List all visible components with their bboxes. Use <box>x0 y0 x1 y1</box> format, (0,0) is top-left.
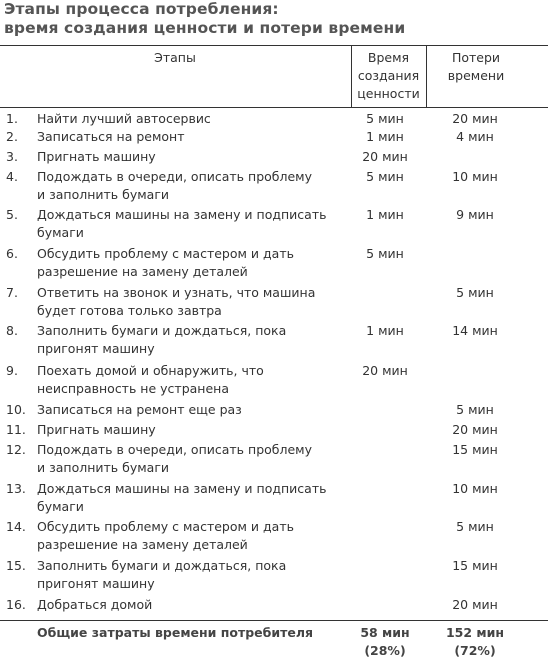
total-value-percent: (28%) <box>364 643 406 658</box>
row-stage-line: Дождаться машины на замену и подписать <box>37 481 327 496</box>
row-loss-time: 15 мин <box>452 558 498 573</box>
page-title <box>4 0 405 38</box>
row-number: 16. <box>6 597 26 612</box>
row-loss-time: 20 мин <box>452 422 498 437</box>
row-loss-time: 10 мин <box>452 481 498 496</box>
row-loss-time: 5 мин <box>456 285 494 300</box>
row-stage <box>37 362 347 398</box>
row-stage <box>37 128 347 146</box>
row-value-time: 20 мин <box>362 149 408 164</box>
row-number: 5. <box>6 207 18 222</box>
row-number: 10. <box>6 402 26 417</box>
row-loss-time: 14 мин <box>452 323 498 338</box>
row-value-time: 5 мин <box>366 111 404 126</box>
total-value-minutes: 58 мин <box>360 625 410 640</box>
title-line-2: время создания ценности и потери времени <box>4 19 406 37</box>
total-loss-minutes: 152 мин <box>445 625 505 640</box>
row-value-time: 1 мин <box>366 129 404 144</box>
header-loss-time <box>426 49 526 85</box>
row-number: 2. <box>6 129 18 144</box>
header-loss-time-line-1: Потери <box>451 50 501 65</box>
total-loss-percent: (72%) <box>454 643 496 658</box>
header-value-time-line-1: Время <box>367 50 410 65</box>
row-stage-line: и заполнить бумаги <box>37 187 170 202</box>
title-line-1: Этапы процесса потребления: <box>4 0 279 18</box>
row-stage-line: и заполнить бумаги <box>37 460 170 475</box>
row-stage <box>37 596 347 614</box>
row-stage-line: Ответить на звонок и узнать, что машина <box>37 285 316 300</box>
total-top-rule <box>0 620 548 621</box>
row-stage <box>37 245 347 281</box>
row-loss-time: 20 мин <box>452 597 498 612</box>
row-number: 3. <box>6 149 18 164</box>
row-value-time: 1 мин <box>366 323 404 338</box>
row-number: 15. <box>6 558 26 573</box>
header-loss-time-line-2: времени <box>447 68 505 83</box>
row-stage-line: Обсудить проблему с мастером и дать <box>37 246 294 261</box>
row-stage-line: Подождать в очереди, описать проблему <box>37 169 312 184</box>
row-stage <box>37 480 347 516</box>
row-stage-line: Добраться домой <box>37 597 153 612</box>
row-number: 7. <box>6 285 18 300</box>
row-value-time: 5 мин <box>366 169 404 184</box>
header-value-time-line-2: создания <box>357 68 420 83</box>
row-stage <box>37 168 347 204</box>
total-label: Общие затраты времени потребителя <box>37 625 314 640</box>
row-number: 1. <box>6 111 18 126</box>
row-stage <box>37 518 347 554</box>
row-stage-line: бумаги <box>37 225 84 240</box>
row-loss-time: 5 мин <box>456 519 494 534</box>
row-stage-line: Пригнать машину <box>37 149 156 164</box>
row-loss-time: 15 мин <box>452 442 498 457</box>
row-number: 4. <box>6 169 18 184</box>
row-number: 11. <box>6 422 26 437</box>
row-stage-line: Найти лучший автосервис <box>37 111 211 126</box>
row-number: 12. <box>6 442 26 457</box>
row-number: 9. <box>6 363 18 378</box>
row-stage-line: Заполнить бумаги и дождаться, пока <box>37 558 287 573</box>
row-stage-line: пригонят машину <box>37 576 155 591</box>
row-stage <box>37 401 347 419</box>
header-bottom-rule <box>0 107 548 108</box>
row-number: 13. <box>6 481 26 496</box>
row-stage-line: Записаться на ремонт <box>37 129 185 144</box>
row-loss-time: 20 мин <box>452 111 498 126</box>
row-stage-line: Записаться на ремонт еще раз <box>37 402 242 417</box>
row-stage-line: Подождать в очереди, описать проблему <box>37 442 312 457</box>
row-stage-line: разрешение на замену деталей <box>37 264 248 279</box>
row-stage-line: пригонят машину <box>37 341 155 356</box>
row-stage-line: Обсудить проблему с мастером и дать <box>37 519 294 534</box>
row-stage-line: Пригнать машину <box>37 422 156 437</box>
total-loss-time <box>425 624 525 660</box>
row-value-time: 20 мин <box>362 363 408 378</box>
row-stage <box>37 421 347 439</box>
row-number: 6. <box>6 246 18 261</box>
row-stage <box>37 206 347 242</box>
header-value-time <box>351 49 426 103</box>
row-stage-line: неисправность не устранена <box>37 381 229 396</box>
row-stage-line: Заполнить бумаги и дождаться, пока <box>37 323 287 338</box>
row-value-time: 5 мин <box>366 246 404 261</box>
row-stage-line: будет готова только завтра <box>37 303 222 318</box>
table-top-rule <box>0 45 548 46</box>
total-value-time <box>350 624 420 660</box>
row-stage-line: разрешение на замену деталей <box>37 537 248 552</box>
row-stage-line: Дождаться машины на замену и подписать <box>37 207 327 222</box>
row-loss-time: 10 мин <box>452 169 498 184</box>
header-stages: Этапы <box>154 50 196 65</box>
row-stage-line: Поехать домой и обнаружить, что <box>37 363 264 378</box>
row-stage <box>37 322 347 358</box>
row-number: 14. <box>6 519 26 534</box>
row-loss-time: 5 мин <box>456 402 494 417</box>
header-value-time-line-3: ценности <box>357 86 420 101</box>
row-stage <box>37 557 347 593</box>
row-value-time: 1 мин <box>366 207 404 222</box>
row-stage <box>37 148 347 166</box>
row-stage <box>37 441 347 477</box>
row-stage <box>37 284 347 320</box>
row-loss-time: 4 мин <box>456 129 494 144</box>
row-loss-time: 9 мин <box>456 207 494 222</box>
row-stage <box>37 110 347 128</box>
row-number: 8. <box>6 323 18 338</box>
row-stage-line: бумаги <box>37 499 84 514</box>
